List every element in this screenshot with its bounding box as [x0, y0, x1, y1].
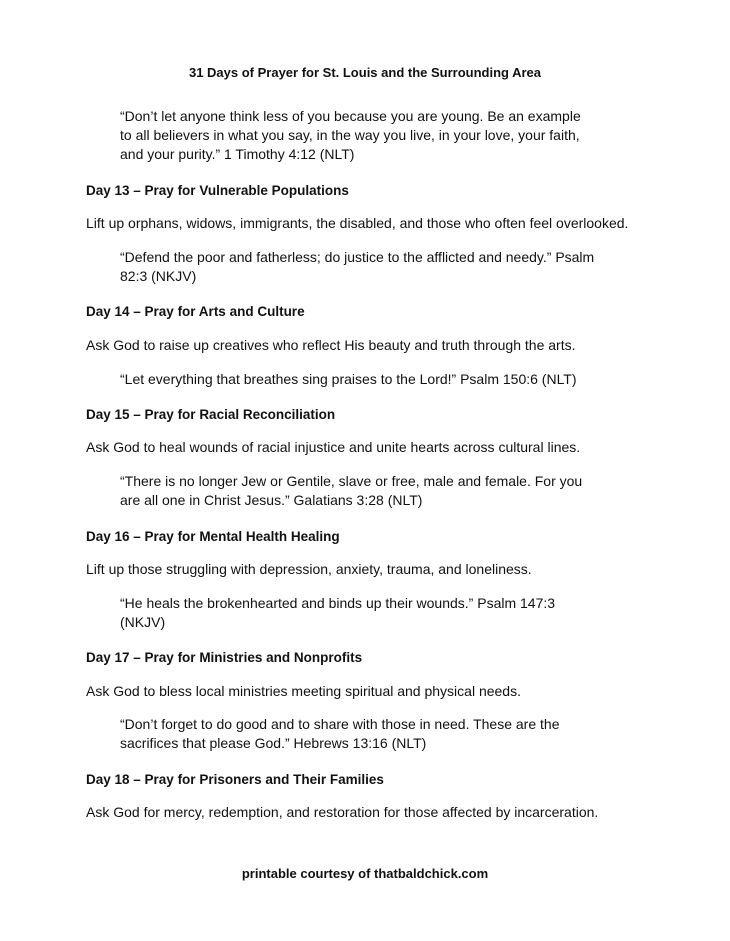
- quote-line: “He heals the brokenhearted and binds up their wounds.” Psalm 147:3: [120, 595, 556, 611]
- day-quote: [120, 472, 582, 510]
- day-body: Ask God for mercy, redemption, and restoration for those affected by incarceration.: [86, 804, 599, 820]
- quote-line: are all one in Christ Jesus.” Galatians 3:28 (NLT): [120, 492, 423, 508]
- day-quote: [120, 715, 559, 753]
- day-body: Ask God to raise up creatives who reflect His beauty and truth through the arts.: [86, 337, 576, 353]
- day-quote: [120, 248, 594, 286]
- day-body: Ask God to bless local ministries meeting spiritual and physical needs.: [86, 683, 521, 699]
- day-body: Lift up those struggling with depression, anxiety, trauma, and loneliness.: [86, 561, 532, 577]
- quote-line: sacrifices that please God.” Hebrews 13:16 (NLT): [120, 735, 427, 751]
- day-body: Lift up orphans, widows, immigrants, the disabled, and those who often feel overlooked.: [86, 215, 629, 231]
- day-heading: Day 15 – Pray for Racial Reconciliation: [86, 407, 336, 422]
- quote-line: “Let everything that breathes sing praises to the Lord!” Psalm 150:6 (NLT): [120, 371, 577, 387]
- quote-line: “Don’t forget to do good and to share with those in need. These are the: [120, 716, 560, 732]
- quote-line: “Don’t let anyone think less of you because you are young. Be an example: [120, 108, 581, 124]
- day-quote: [120, 594, 555, 632]
- day-body: Ask God to heal wounds of racial injustice and unite hearts across cultural lines.: [86, 439, 581, 455]
- quote-line: (NKJV): [120, 614, 166, 630]
- footer-credit: printable courtesy of thatbaldchick.com: [241, 866, 489, 881]
- day-heading: Day 16 – Pray for Mental Health Healing: [86, 529, 340, 544]
- intro-quote: [120, 107, 581, 164]
- quote-line: and your purity.” 1 Timothy 4:12 (NLT): [120, 146, 355, 162]
- day-quote: [120, 370, 577, 389]
- day-heading: Day 17 – Pray for Ministries and Nonprofits: [86, 650, 363, 665]
- quote-line: “Defend the poor and fatherless; do justice to the afflicted and needy.” Psalm: [120, 249, 595, 265]
- day-heading: Day 14 – Pray for Arts and Culture: [86, 304, 305, 319]
- day-heading: Day 18 – Pray for Prisoners and Their Families: [86, 772, 384, 787]
- quote-line: “There is no longer Jew or Gentile, slave or free, male and female. For you: [120, 473, 583, 489]
- quote-line: 82:3 (NKJV): [120, 268, 197, 284]
- day-heading: Day 13 – Pray for Vulnerable Populations: [86, 183, 349, 198]
- quote-line: to all believers in what you say, in the way you live, in your love, your faith,: [120, 127, 580, 143]
- page-title: 31 Days of Prayer for St. Louis and the Surrounding Area: [188, 65, 542, 80]
